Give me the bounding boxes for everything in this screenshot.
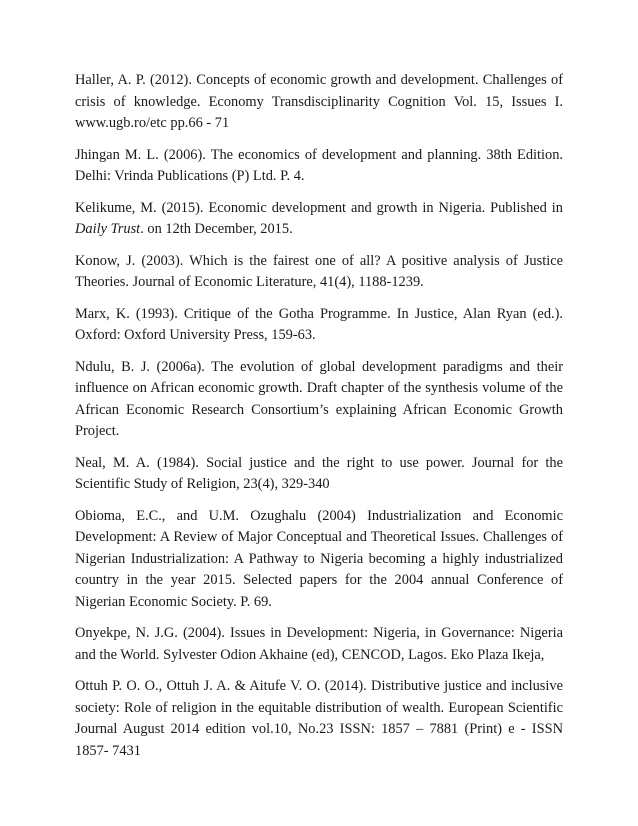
reference-haller: Haller, A. P. (2012). Concepts of economic growth and development. Challenges of crisis of knowledge. Economy Transdisciplinarity Cognition Vol. 15, Issues I. www.ugb.ro/etc pp.66 - 71 <box>75 72 563 131</box>
reference-onyekpe: Onyekpe, N. J.G. (2004). Issues in Development: Nigeria, in Governance: Nigeria and the World. Sylvester Odion Akhaine (ed), CENCOD, Lagos. Eko Plaza Ikeja, <box>75 625 563 663</box>
reference-jhingan: Jhingan M. L. (2006). The economics of development and planning. 38th Edition. Delhi: Vrinda Publications (P) Ltd. P. 4. <box>75 146 563 184</box>
reference-neal: Neal, M. A. (1984). Social justice and the right to use power. Journal for the Scientific Study of Religion, 23(4), 329-340 <box>75 454 563 492</box>
reference-kelikume-italic: Daily Trust <box>75 221 141 237</box>
reference-kelikume <box>75 198 563 241</box>
reference-ndulu: Ndulu, B. J. (2006a). The evolution of global development paradigms and their influence on African economic growth. Draft chapter of the synthesis volume of the African Economic Research Consortium’s explaining African Economic Growth Project. <box>75 358 563 439</box>
reference-marx: Marx, K. (1993). Critique of the Gotha Programme. In Justice, Alan Ryan (ed.). Oxford: Oxford University Press, 159-63. <box>75 305 563 343</box>
reference-konow: Konow, J. (2003). Which is the fairest one of all? A positive analysis of Justice Theories. Journal of Economic Literature, 41(4), 1188-1239. <box>75 252 563 290</box>
reference-kelikume-tail: . on 12th December, 2015. <box>140 221 293 237</box>
reference-list <box>75 70 563 772</box>
reference-ottuh: Ottuh P. O. O., Ottuh J. A. & Aitufe V. O. (2014). Distributive justice and inclusive society: Role of religion in the equitable distribution of wealth. European Scientific Journal August 2014 edition vol.10, No.23 ISSN: 1857 – 7881 (Print) e - ISSN 1857- 7431 <box>75 678 563 759</box>
reference-obioma: Obioma, E.C., and U.M. Ozughalu (2004) Industrialization and Economic Development: A Review of Major Conceptual and Theoretical Issues. Challenges of Nigerian Industrialization: A Pathway to Nigeria becoming a highly industrialized country in the year 2015. Selected papers for the 2004 annual Conference of Nigerian Economic Society. P. 69. <box>75 507 563 610</box>
reference-kelikume-text: Kelikume, M. (2015). Economic development and growth in Nigeria. Published in <box>75 199 563 216</box>
